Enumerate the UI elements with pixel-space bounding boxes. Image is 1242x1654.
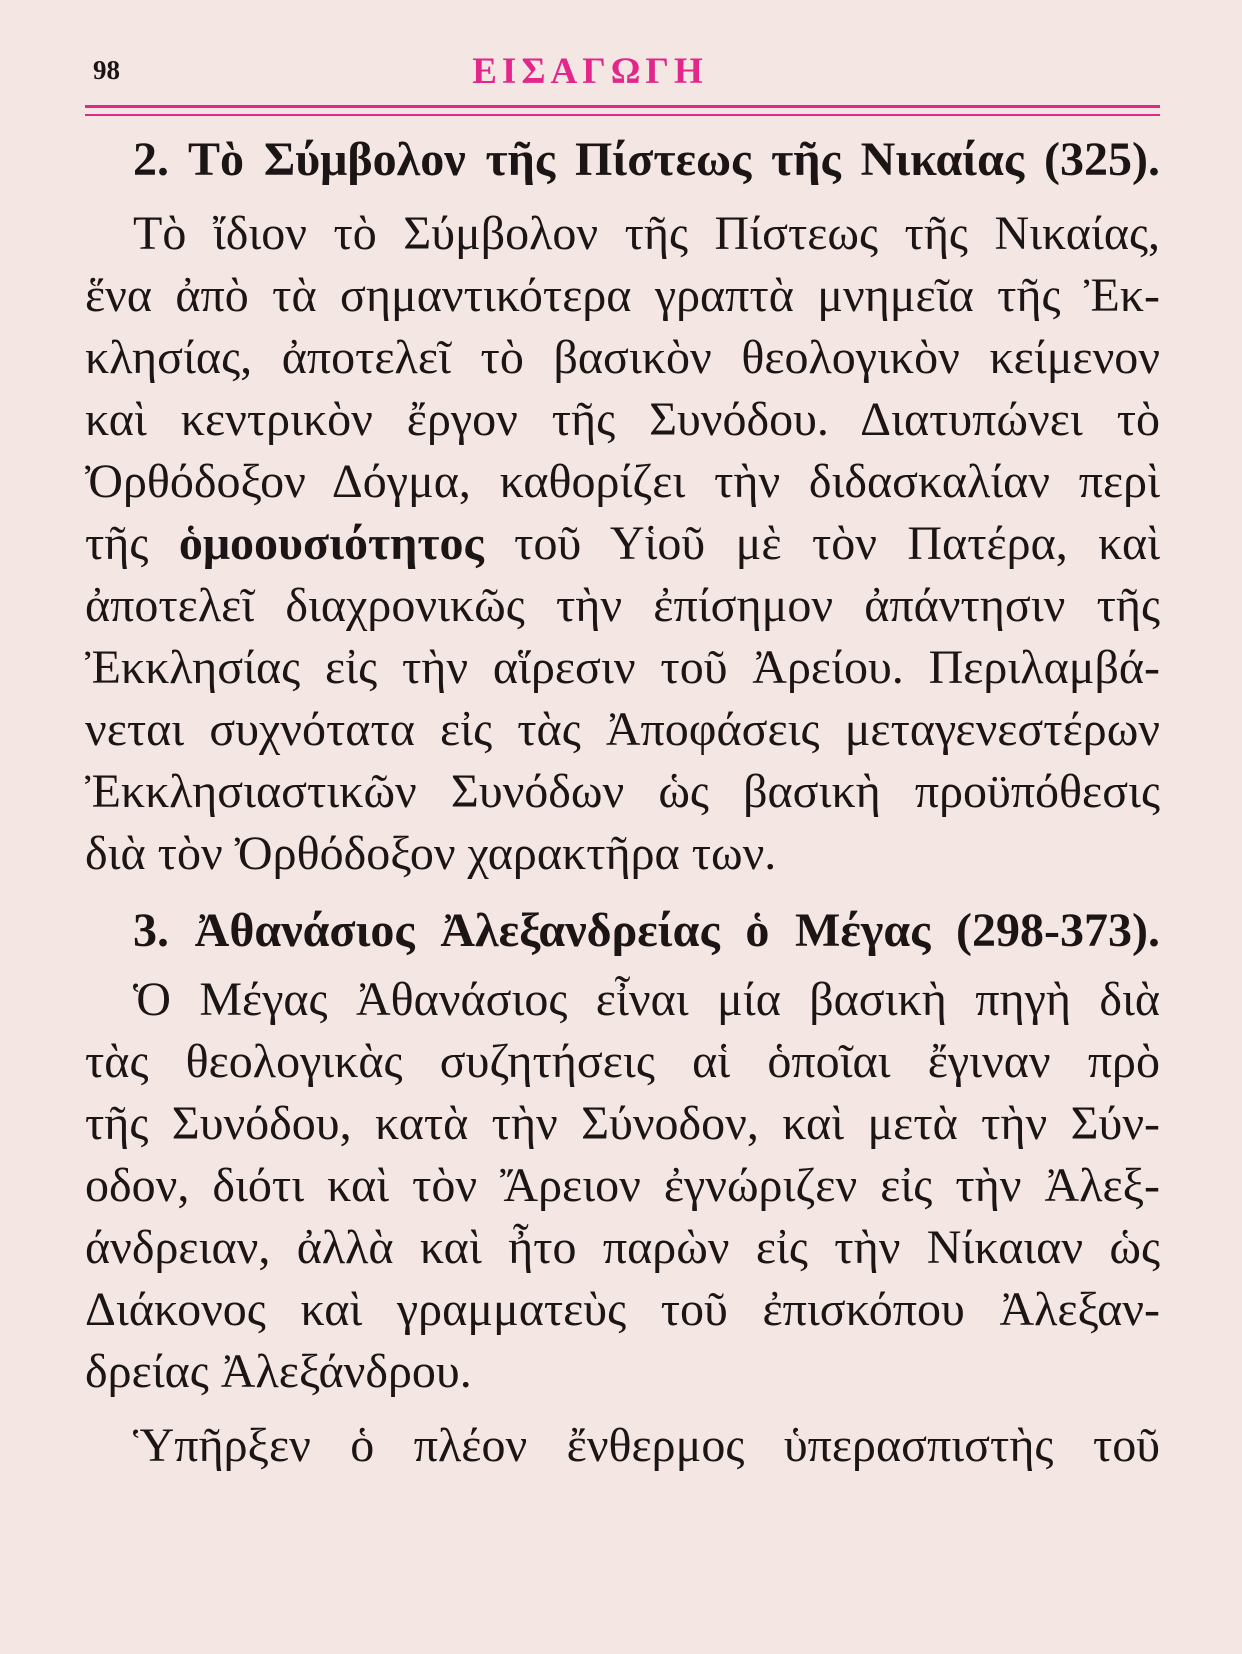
text-line: Διάκονος καὶ γραμματεὺς τοῦ ἐπισκόπου Ἀλεξαν- bbox=[85, 1283, 1160, 1336]
header-rule-top bbox=[85, 105, 1160, 108]
section-2-heading-block bbox=[85, 129, 1160, 191]
running-head: ΕΙΣΑΓΩΓΗ bbox=[472, 51, 708, 92]
text-line: Ὁ Μέγας Ἀθανάσιος εἶναι μία βασικὴ πηγὴ διὰ bbox=[133, 973, 1160, 1026]
text-line: ἕνα ἀπὸ τὰ σημαντικότερα γραπτὰ μνημεῖα τῆς Ἐκ- bbox=[85, 269, 1160, 322]
text-line: Ὀρθόδοξον Δόγμα, καθορίζει τὴν διδασκαλίαν περὶ bbox=[85, 455, 1160, 508]
text-run: τοῦ Υἱοῦ μὲ τὸν Πατέρα, καὶ bbox=[483, 517, 1160, 570]
section-3-paragraph-1 bbox=[85, 969, 1160, 1403]
text-line: τῆς Συνόδου, κατὰ τὴν Σύνοδον, καὶ μετὰ τὴν Σύν- bbox=[85, 1097, 1160, 1150]
text-line: ἀποτελεῖ διαχρονικῶς τὴν ἐπίσημον ἀπάντησιν τῆς bbox=[85, 579, 1160, 632]
text-line: διὰ τὸν Ὀρθόδοξον χαρακτῆρα των. bbox=[85, 827, 777, 880]
section-3-heading-block bbox=[85, 900, 1160, 962]
section-heading: 2. Τὸ Σύμβολον τῆς Πίστεως τῆς Νικαίας (325). bbox=[133, 133, 1160, 186]
text-line: καὶ κεντρικὸν ἔργον τῆς Συνόδου. Διατυπώνει τὸ bbox=[85, 393, 1160, 446]
header-rule-bottom bbox=[85, 114, 1160, 116]
section-3-paragraph-2 bbox=[85, 1415, 1160, 1477]
text-line: οδον, διότι καὶ τὸν Ἄρειον ἐγνώριζεν εἰς τὴν Ἀλεξ- bbox=[85, 1159, 1160, 1212]
text-line: δρείας Ἀλεξάνδρου. bbox=[85, 1345, 472, 1398]
text-line: νεται συχνότατα εἰς τὰς Ἀποφάσεις μεταγενεστέρων bbox=[85, 703, 1160, 756]
section-2-paragraph bbox=[85, 203, 1160, 885]
emphasized-term: ὁμοουσιότητος bbox=[178, 517, 484, 570]
text-line: κλησίας, ἀποτελεῖ τὸ βασικὸν θεολογικὸν κείμενον bbox=[85, 331, 1160, 384]
text-line: Ἐκκλησίας εἰς τὴν αἵρεσιν τοῦ Ἀρείου. Περιλαμβά- bbox=[85, 641, 1160, 694]
text-run: τῆς bbox=[85, 517, 179, 570]
text-line: Ὑπῆρξεν ὁ πλέον ἔνθερμος ὑπερασπιστὴς τοῦ bbox=[133, 1419, 1160, 1472]
section-heading: 3. Ἀθανάσιος Ἀλεξανδρείας ὁ Μέγας (298-373). bbox=[133, 904, 1160, 957]
text-line: Τὸ ἴδιον τὸ Σύμβολον τῆς Πίστεως τῆς Νικαίας, bbox=[133, 207, 1160, 260]
page-number: 98 bbox=[93, 55, 120, 85]
text-line: Ἐκκλησιαστικῶν Συνόδων ὡς βασικὴ προϋπόθεσις bbox=[85, 765, 1160, 818]
text-line bbox=[85, 513, 1160, 575]
text-line: τὰς θεολογικὰς συζητήσεις αἱ ὁποῖαι ἔγιναν πρὸ bbox=[85, 1035, 1160, 1088]
text-line: άνδρειαν, ἀλλὰ καὶ ἦτο παρὼν εἰς τὴν Νίκαιαν ὡς bbox=[85, 1221, 1160, 1274]
